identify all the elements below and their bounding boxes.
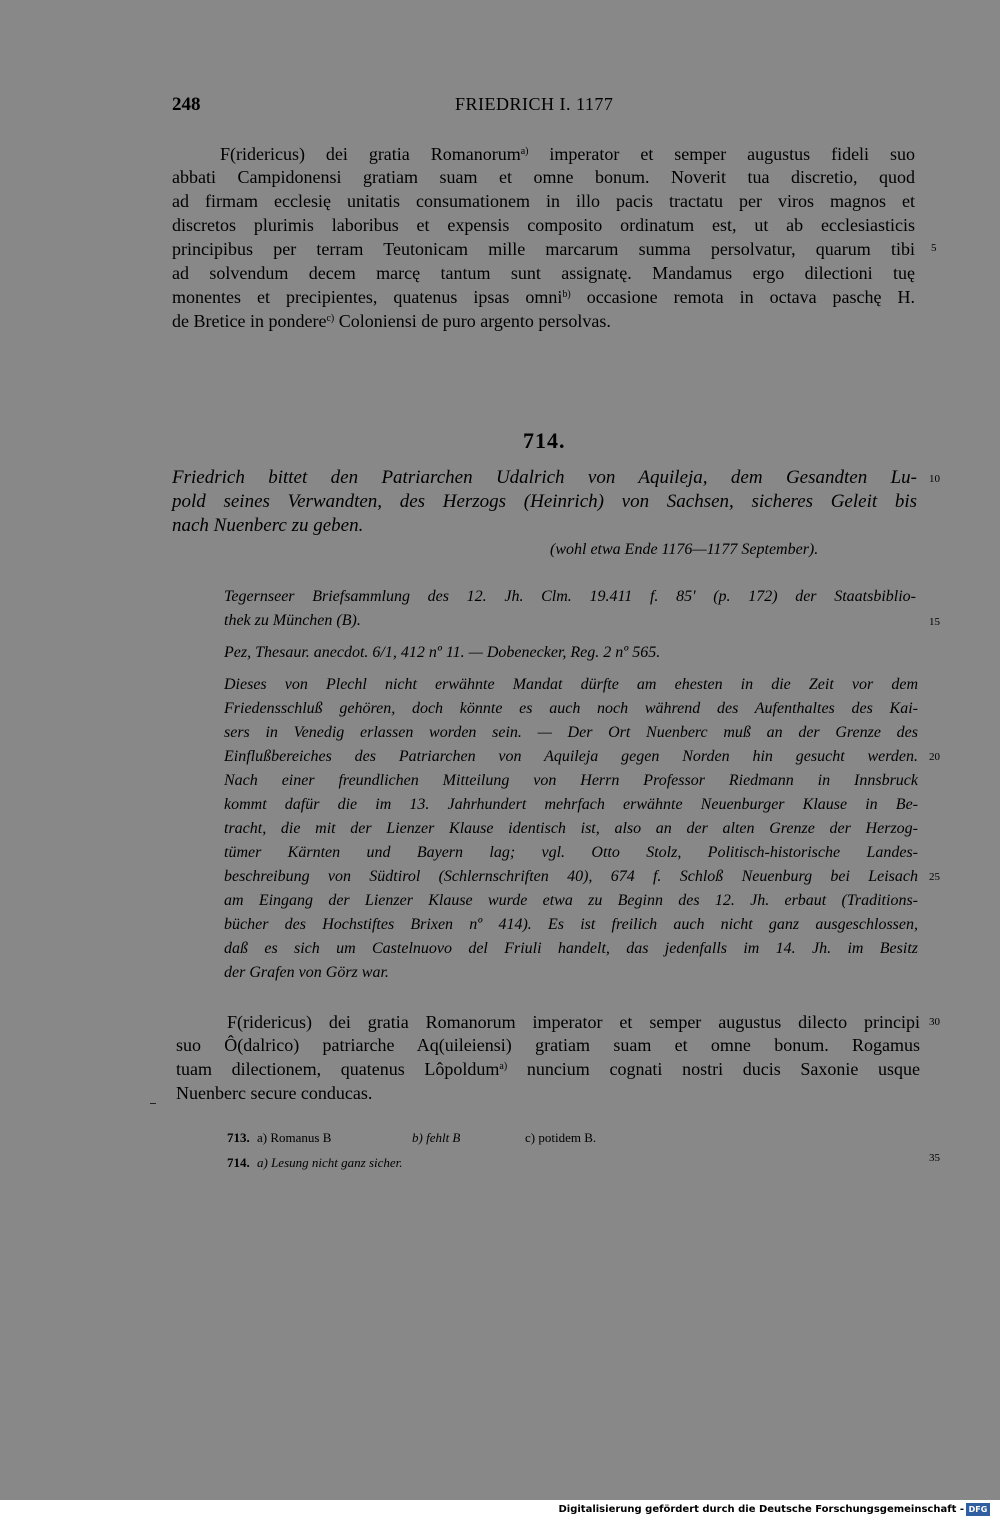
commentary-line: tracht, die mit der Lienzer Klause identisch ist, also an der alten Grenze der Herzog-: [224, 820, 918, 837]
doc713-line-7: monentes et precipientes, quatenus ipsas omni$^{b)}$ occasione remota in octava paschę H.: [172, 287, 915, 307]
commentary-line: Dieses von Plechl nicht erwähnte Mandat dürfte am ehesten in die Zeit vor dem: [224, 676, 918, 693]
commentary-line: sers in Venedig erlassen worden sein. — Der Ort Nuenberc muß an der Grenze des: [224, 724, 918, 741]
line-number: 25: [929, 871, 940, 883]
line-number: 5: [931, 242, 937, 254]
doc714-line-4: Nuenberc secure conducas.: [176, 1083, 373, 1103]
regest-line-1: Friedrich bittet den Patriarchen Udalrich von Aquileja, dem Gesandten Lu-: [172, 467, 917, 488]
date-line: (wohl etwa Ende 1176—1177 September).: [550, 541, 819, 558]
footnote-713: 713. a) Romanus B b) fehlt B c) potidem B.: [227, 1130, 597, 1145]
regest-line-2: pold seines Verwandten, des Herzogs (Heinrich) von Sachsen, sicheres Geleit bis: [172, 491, 917, 512]
editions-line: Pez, Thesaur. anecdot. 6/1, 412 nº 11. — Dobenecker, Reg. 2 nº 565.: [224, 644, 661, 661]
source-line-2: thek zu München (B).: [224, 612, 361, 629]
line-number: 20: [929, 751, 940, 763]
footnote-714: 714. a) Lesung nicht ganz sicher.: [227, 1155, 403, 1170]
doc714-line-1: F(ridericus) dei gratia Romanorum imperator et semper augustus dilecto principi: [227, 1012, 920, 1032]
commentary-line: am Eingang der Lienzer Klause wurde etwa zu Beginn des 12. Jh. erbaut (Traditions-: [224, 892, 918, 909]
line-number: 30: [929, 1016, 940, 1028]
dfg-logo: DFG: [966, 1503, 990, 1516]
doc713-line-1: F(ridericus) dei gratia Romanorum$^{a)}$ imperator et semper augustus fideli suo: [220, 144, 915, 164]
doc713-line-2: abbati Campidonensi gratiam suam et omne bonum. Noverit tua discretio, quod: [172, 167, 915, 187]
doc714-line-2: suo Ô(dalrico) patriarche Aq(uileiensi) gratiam suam et omne bonum. Rogamus: [176, 1035, 920, 1055]
line-number: 15: [929, 616, 940, 628]
page-number: 248: [172, 94, 201, 115]
doc714-line-3: tuam dilectionem, quatenus Lôpoldum$^{a)}$ nuncium cognati nostri ducis Saxonie usque: [176, 1059, 920, 1079]
commentary-line: tümer Kärnten und Bayern lag; vgl. Otto Stolz, Politisch-historische Landes-: [224, 844, 918, 861]
doc713-line-5: principibus per terram Teutonicam mille marcarum summa persolvatur, quarum tibi: [172, 239, 915, 259]
doc713-line-3: ad firmam ecclesię unitatis consumationem in illo pacis tractatu per viros magnos et: [172, 191, 915, 211]
source-line-1: Tegernseer Briefsammlung des 12. Jh. Clm. 19.411 f. 85' (p. 172) der Staatsbiblio-: [224, 588, 916, 605]
commentary-line: daß es sich um Castelnuovo del Friuli handelt, das jedenfalls im 14. Jh. im Besitz: [224, 940, 918, 957]
commentary-line: Friedensschluß gehören, doch könnte es auch noch während des Aufenthaltes des Kai-: [224, 700, 918, 717]
doc713-line-4: discretos plurimis laboribus et expensis composito ordinatum est, ut ab ecclesiasticis: [172, 215, 915, 235]
margin-mark: [150, 1103, 156, 1104]
line-number: 35: [929, 1152, 940, 1164]
commentary-line: bücher des Hochstiftes Brixen nº 414). Es ist freilich auch nicht ganz ausgeschlossen,: [224, 916, 918, 933]
running-head-title: FRIEDRICH I. 1177: [455, 94, 614, 114]
document-number: 714.: [523, 428, 566, 453]
regest-line-3: nach Nuenberc zu geben.: [172, 515, 364, 536]
commentary-line: kommt dafür die im 13. Jahrhundert mehrfach erwähnte Neuenburger Klause in Be-: [224, 796, 918, 813]
commentary-line: beschreibung von Südtirol (Schlernschriften 40), 674 f. Schloß Neuenburg bei Leisach: [224, 868, 918, 885]
commentary-line: Nach einer freundlichen Mitteilung von Herrn Professor Riedmann in Innsbruck: [224, 772, 918, 789]
commentary-line: der Grafen von Görz war.: [224, 964, 389, 981]
doc713-line-6: ad solvendum decem marcę tantum sunt assignatę. Mandamus ergo dilectioni tuę: [172, 263, 915, 283]
line-number: 10: [929, 473, 940, 485]
doc713-line-8: de Bretice in pondere$^{c)}$ Coloniensi de puro argento persolvas.: [172, 311, 611, 331]
commentary-line: Einflußbereiches des Patriarchen von Aquileja gegen Norden hin gesucht werden.: [224, 748, 918, 765]
funding-notice: Digitalisierung gefördert durch die Deutsche Forschungsgemeinschaft -: [558, 1504, 964, 1515]
